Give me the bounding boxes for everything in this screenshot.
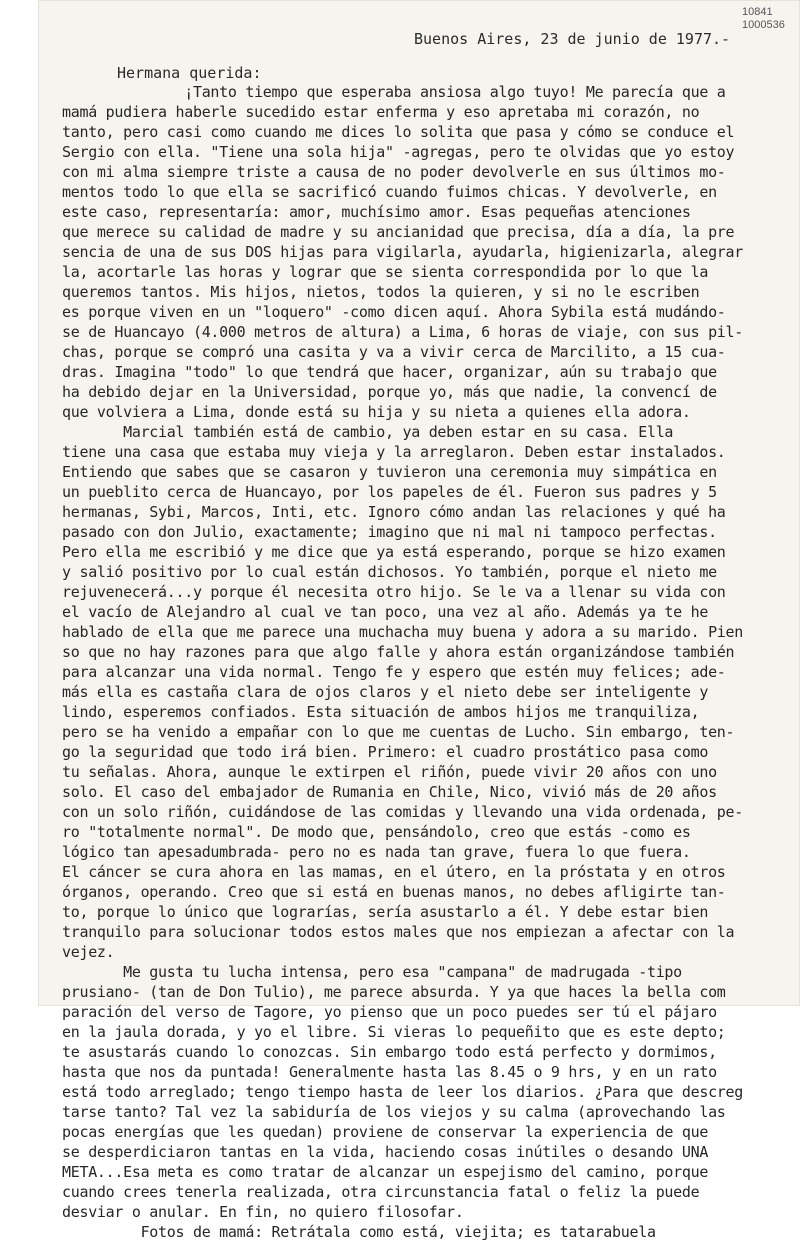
letter-line: Entiendo que sabes que se casaron y tuvieron una ceremonia muy simpática en <box>62 463 717 481</box>
letter-line: ro "totalmente normal". De modo que, pensándolo, creo que estás -como es <box>62 823 691 841</box>
letter-line: El cáncer se cura ahora en las mamas, en el útero, en la próstata y en otros <box>62 863 726 881</box>
letter-line: to, porque lo único que lograrías, sería asustarlo a él. Y debe estar bien <box>62 903 709 921</box>
letter-line: para alcanzar una vida normal. Tengo fe y espero que estén muy felices; ade- <box>62 663 726 681</box>
letter-line: órganos, operando. Creo que si está en buenas manos, no debes afligirte tan- <box>62 883 726 901</box>
letter-line: lógico tan apesadumbrada- pero no es nada tan grave, fuera lo que fuera. <box>62 843 691 861</box>
letter-line: queremos tantos. Mis hijos, nietos, todos la quieren, y si no le escriben <box>62 283 700 301</box>
letter-line: Fotos de mamá: Retrátala como está, viejita; es tatarabuela <box>62 1223 656 1241</box>
letter-line: que volviera a Lima, donde está su hija y su nieta a quienes ella adora. <box>62 403 691 421</box>
letter-line: mentos todo lo que ella se sacrificó cuando fuimos chicas. Y devolverle, en <box>62 183 717 201</box>
letter-line: te asustarás cuando lo conozcas. Sin embargo todo está perfecto y dormimos, <box>62 1043 717 1061</box>
letter-line: tarse tanto? Tal vez la sabiduría de los viejos y su calma (aprovechando las <box>62 1103 726 1121</box>
letter-line: que merece su calidad de madre y su ancianidad que precisa, día a día, la pre <box>62 223 735 241</box>
letter-line: META...Esa meta es como tratar de alcanzar un espejismo del camino, porque <box>62 1163 709 1181</box>
archive-number-note: 10841 1000536 <box>742 6 785 31</box>
letter-line: es porque viven en un "loquero" -como dicen aquí. Ahora Sybila está mudándo- <box>62 303 726 321</box>
letter-line: se de Huancayo (4.000 metros de altura) a Lima, 6 horas de viaje, con sus pil- <box>62 323 744 341</box>
letter-line: tranquilo para solucionar todos estos males que nos empiezan a afectar con la <box>62 923 735 941</box>
letter-line: pocas energías que les quedan) proviene de conservar la experiencia de que <box>62 1123 709 1141</box>
letter-line: hasta que nos da puntada! Generalmente hasta las 8.45 o 9 hrs, y en un rato <box>62 1063 717 1081</box>
letter-line: prusiano- (tan de Don Tulio), me parece absurda. Y ya que haces la bella com <box>62 983 726 1001</box>
letter-line: so que no hay razones para que algo falle y ahora están organizándose también <box>62 643 735 661</box>
letter-line: tanto, pero casi como cuando me dices lo solita que pasa y cómo se conduce el <box>62 123 735 141</box>
letter-date: Buenos Aires, 23 de junio de 1977.- <box>414 30 731 48</box>
letter-line: Marcial también está de cambio, ya deben estar en su casa. Ella <box>62 423 674 441</box>
letter-line: sencia de una de sus DOS hijas para vigilarla, ayudarla, higienizarla, alegrar <box>62 243 744 261</box>
letter-line: lindo, esperemos confiados. Esta situación de ambos hijos me tranquiliza, <box>62 703 700 721</box>
letter-line: el vacío de Alejandro al cual ve tan poco, una vez al año. Además ya te he <box>62 603 709 621</box>
letter-line: hermanas, Sybi, Marcos, Inti, etc. Ignoro cómo andan las relaciones y qué ha <box>62 503 726 521</box>
letter-line: con mi alma siempre triste a causa de no poder devolverle en sus últimos mo- <box>62 163 726 181</box>
letter-line: rejuvenecerá...y porque él necesita otro hijo. Se le va a llenar su vida con <box>62 583 726 601</box>
letter-salutation: Hermana querida: <box>117 64 262 82</box>
letter-line: pasado con don Julio, exactamente; imagino que ni mal ni tampoco perfectas. <box>62 523 717 541</box>
letter-body <box>62 82 782 1242</box>
letter-line: en la jaula dorada, y yo el libre. Si vieras lo pequeñito que es este depto; <box>62 1023 726 1041</box>
letter-line: ha debido dejar en la Universidad, porque yo, más que nadie, la convencí de <box>62 383 717 401</box>
letter-line: ¡Tanto tiempo que esperaba ansiosa algo tuyo! Me parecía que a <box>62 83 726 101</box>
letter-line: un pueblito cerca de Huancayo, por los papeles de él. Fueron sus padres y 5 <box>62 483 717 501</box>
letter-line: más ella es castaña clara de ojos claros y el nieto debe ser inteligente y <box>62 683 709 701</box>
letter-line: este caso, representaría: amor, muchísimo amor. Esas pequeñas atenciones <box>62 203 691 221</box>
letter-line: Pero ella me escribió y me dice que ya está esperando, porque se hizo examen <box>62 543 726 561</box>
letter-line: se desperdiciaron tantas en la vida, haciendo cosas inútiles o desando UNA <box>62 1143 709 1161</box>
letter-line: go la seguridad que todo irá bien. Primero: el cuadro prostático pasa como <box>62 743 709 761</box>
letter-line: Me gusta tu lucha intensa, pero esa "campana" de madrugada -tipo <box>62 963 682 981</box>
letter-line: la, acortarle las horas y lograr que se sienta correspondida por lo que la <box>62 263 709 281</box>
letter-line: pero se ha venido a empañar con lo que me cuentas de Lucho. Sin embargo, ten- <box>62 723 735 741</box>
letter-line: mamá pudiera haberle sucedido estar enferma y eso apretaba mi corazón, no <box>62 103 700 121</box>
letter-line: vejez. <box>62 943 115 961</box>
letter-line: Sergio con ella. "Tiene una sola hija" -agregas, pero te olvidas que yo estoy <box>62 143 735 161</box>
letter-line: está todo arreglado; tengo tiempo hasta de leer los diarios. ¿Para que descreg <box>62 1083 744 1101</box>
letter-line: con un solo riñón, cuidándose de las comidas y llevando una vida ordenada, pe- <box>62 803 744 821</box>
letter-line: cuando crees tenerla realizada, otra circunstancia fatal o feliz la puede <box>62 1183 700 1201</box>
letter-line: desviar o anular. En fin, no quiero filosofar. <box>62 1203 464 1221</box>
letter-line: tu señalas. Ahora, aunque le extirpen el riñón, puede vivir 20 años con uno <box>62 763 717 781</box>
letter-line: dras. Imagina "todo" lo que tendrá que hacer, organizar, aún su trabajo que <box>62 363 717 381</box>
letter-line: solo. El caso del embajador de Rumania en Chile, Nico, vivió más de 20 años <box>62 783 717 801</box>
letter-line: y salió positivo por lo cual están dichosos. Yo también, porque el nieto me <box>62 563 717 581</box>
letter-line: tiene una casa que estaba muy vieja y la arreglaron. Deben estar instalados. <box>62 443 726 461</box>
letter-line: chas, porque se compró una casita y va a vivir cerca de Marcilito, a 15 cua- <box>62 343 726 361</box>
letter-line: hablado de ella que me parece una muchacha muy buena y adora a su marido. Pien <box>62 623 744 641</box>
letter-line: paración del verso de Tagore, yo pienso que un poco puedes ser tú el pájaro <box>62 1003 717 1021</box>
